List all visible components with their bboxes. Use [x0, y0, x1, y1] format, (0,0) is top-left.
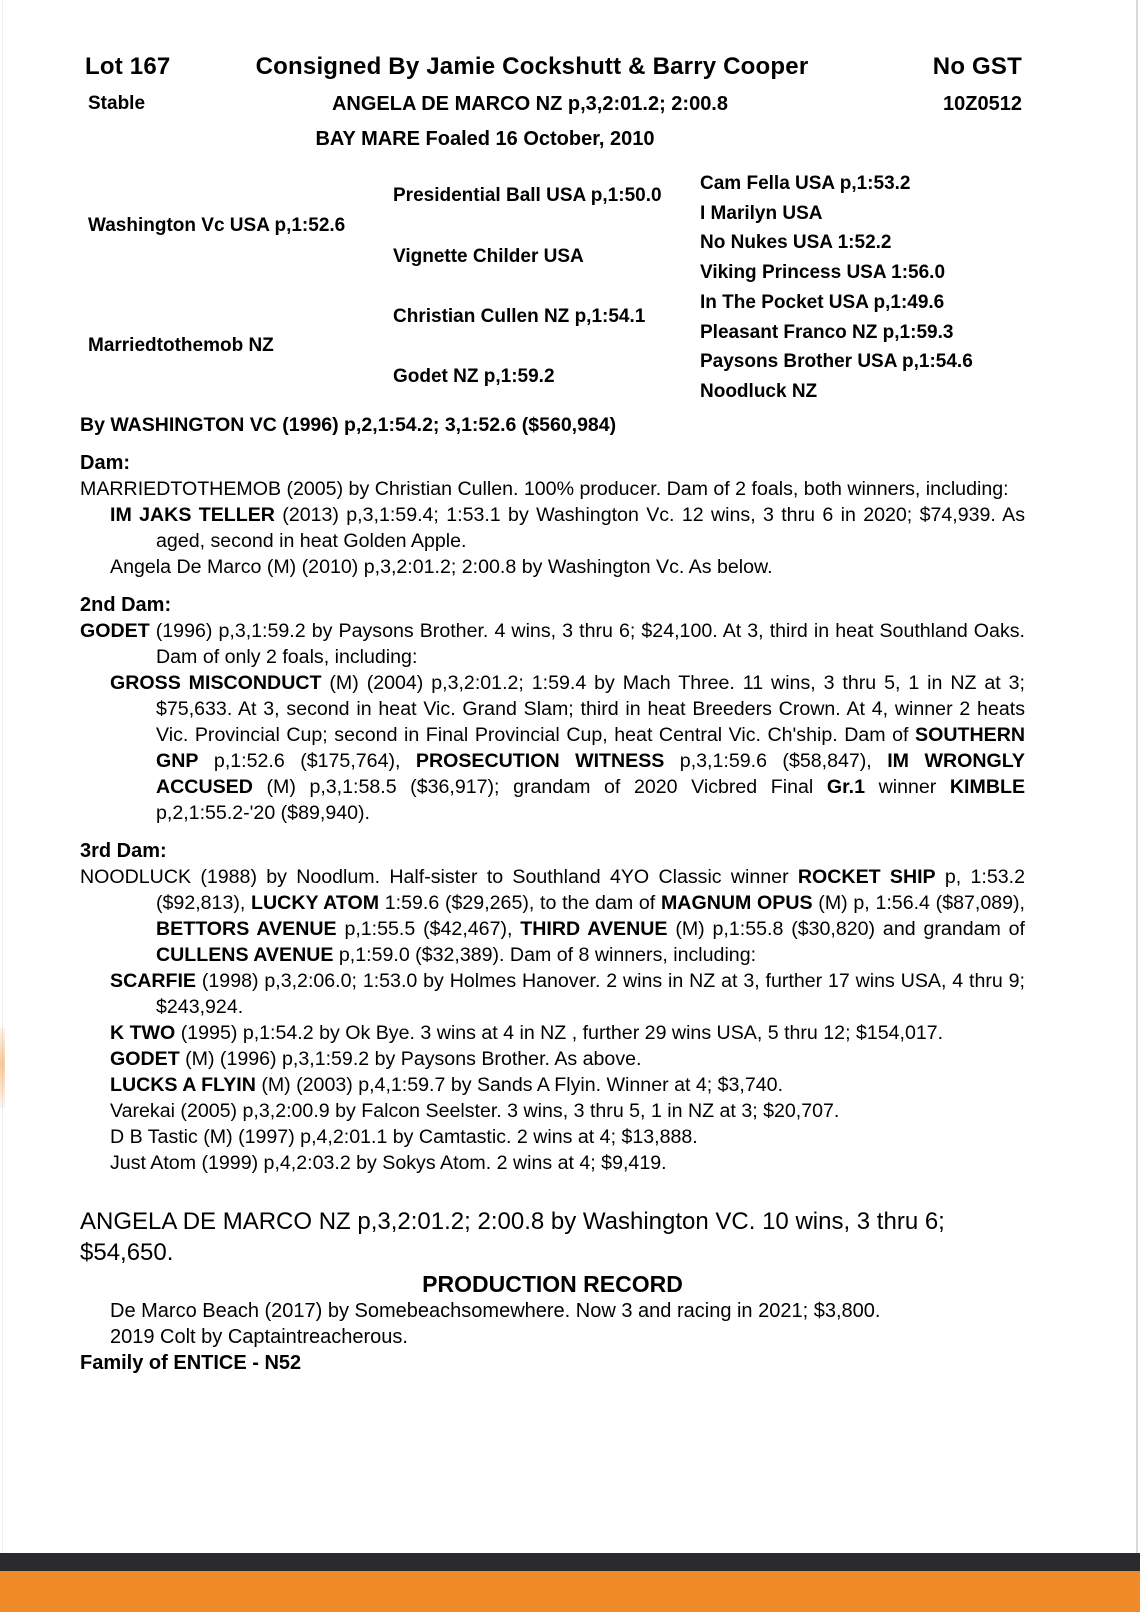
horse-name-bold: KIMBLE	[949, 776, 1026, 798]
horse-name-bold: PROSECUTION WITNESS	[415, 750, 665, 772]
pedigree-ggparent: No Nukes USA 1:52.2	[700, 232, 892, 253]
pedigree-paragraph	[80, 1098, 1025, 1124]
paragraph-text: (M) (2003) p,4,1:59.7 by Sands A Flyin. Winner at 4; $3,740.	[255, 1074, 784, 1096]
lot-number: Lot 167	[85, 53, 171, 80]
pedigree-sire: Washington Vc USA p,1:52.6	[88, 215, 346, 236]
pedigree-paragraph	[80, 670, 1025, 826]
horse-title: ANGELA DE MARCO NZ p,3,2:01.2; 2:00.8	[331, 93, 728, 115]
pedigree-paragraph	[80, 618, 1025, 670]
horse-name-bold: K TWO	[110, 1022, 176, 1044]
paragraph-text: p,2,1:55.2-'20 ($89,940).	[156, 802, 370, 824]
catalog-code: 10Z0512	[943, 93, 1022, 115]
closing-block	[80, 1206, 1025, 1377]
paragraph-text: 1:59.6 ($29,265), to the dam of	[379, 892, 661, 914]
stable-label: Stable	[88, 93, 146, 114]
horse-name-bold: IM WRONGLY ACCUSED	[156, 750, 1025, 798]
paragraph-text: winner	[865, 776, 950, 798]
pedigree-body	[80, 412, 1025, 1377]
page-left-edge	[2, 0, 3, 1553]
race-summary: ANGELA DE MARCO NZ p,3,2:01.2; 2:00.8 by Washington VC. 10 wins, 3 thru 6; $54,650.	[80, 1208, 945, 1266]
paragraph-text: (1996) p,3,1:59.2 by Paysons Brother. 4 wins, 3 thru 6; $24,100. At 3, third in heat Southland Oaks. Dam of only 2 foals, including:	[149, 620, 1025, 668]
horse-name-bold: BETTORS AVENUE	[156, 918, 337, 940]
horse-name-bold: SCARFIE	[110, 970, 197, 992]
footer-dark-band	[0, 1553, 1140, 1571]
paragraph-text: (2013) p,3,1:59.4; 1:53.1 by Washington Vc. 12 wins, 3 thru 6 in 2020; $74,939. As aged, second in heat Golden Apple.	[156, 504, 1025, 552]
paragraph-text: (M) (1996) p,3,1:59.2 by Paysons Brother. As above.	[179, 1048, 642, 1070]
pedigree-ggparent: Cam Fella USA p,1:53.2	[700, 173, 911, 194]
paragraph-text: p,3,1:59.6 ($58,847),	[664, 750, 888, 772]
production-record-heading: PRODUCTION RECORD	[422, 1271, 683, 1297]
footer-orange-band	[0, 1571, 1140, 1612]
consignor-line: Consigned By Jamie Cockshutt & Barry Cooper	[255, 53, 809, 80]
horse-name-bold: LUCKY ATOM	[251, 892, 380, 914]
pedigree-ggparent: Paysons Brother USA p,1:54.6	[700, 351, 973, 372]
horse-name-bold: GODET	[80, 620, 150, 642]
horse-name-bold: CULLENS AVENUE	[156, 944, 334, 966]
horse-name-bold: Gr.1	[826, 776, 865, 798]
paragraph-text: (1998) p,3,2:06.0; 1:53.0 by Holmes Hanover. 2 wins in NZ at 3, further 17 wins USA, 4 thru 9; $243,924.	[156, 970, 1025, 1018]
paragraph-text: Varekai (2005) p,3,2:00.9 by Falcon Seelster. 3 wins, 3 thru 5, 1 in NZ at 3; $20,707.	[110, 1100, 840, 1122]
pedigree-ggparent: In The Pocket USA p,1:49.6	[700, 292, 945, 313]
paragraph-text: (M) p,1:55.8 ($30,820) and grandam of	[667, 918, 1025, 940]
left-edge-orange-smudge	[0, 1028, 5, 1108]
family-line: Family of ENTICE - N52	[80, 1352, 302, 1374]
by-sire-line: By WASHINGTON VC (1996) p,2,1:54.2; 3,1:52.6 ($560,984)	[80, 414, 617, 436]
horse-name-bold: GROSS MISCONDUCT	[110, 672, 322, 694]
paragraph-text: (M) p,3,1:58.5 ($36,917); grandam of 2020 Vicbred Final	[252, 776, 827, 798]
paragraph-text: p,1:55.5 ($42,467),	[336, 918, 521, 940]
paragraph-text: p, 1:53.2 ($92,813),	[156, 866, 1026, 914]
horse-name-bold: THIRD AVENUE	[520, 918, 668, 940]
paragraph-text: Angela De Marco (M) (2010) p,3,2:01.2; 2:00.8 by Washington Vc. As below.	[110, 556, 773, 578]
pedigree-sire-dam: Vignette Childer USA	[393, 246, 584, 267]
pedigree-ggparent: Viking Princess USA 1:56.0	[700, 262, 946, 283]
production-line: De Marco Beach (2017) by Somebeachsomewhere. Now 3 and racing in 2021; $3,800.	[110, 1300, 881, 1322]
paragraph-text: Just Atom (1999) p,4,2:03.2 by Sokys Atom. 2 wins at 4; $9,419.	[110, 1152, 667, 1174]
paragraph-text: (M) p, 1:56.4 ($87,089),	[812, 892, 1025, 914]
paragraph-text: p,1:52.6 ($175,764),	[198, 750, 416, 772]
gst-status: No GST	[932, 53, 1022, 80]
pedigree-paragraph	[80, 1124, 1025, 1150]
foaled-line: BAY MARE Foaled 16 October, 2010	[315, 128, 655, 150]
pedigree-paragraph	[80, 1046, 1025, 1072]
pedigree-ggparent: Noodluck NZ	[700, 381, 818, 402]
pedigree-paragraph	[80, 502, 1025, 554]
horse-name-bold: GODET	[110, 1048, 180, 1070]
paragraph-text: D B Tastic (M) (1997) p,4,2:01.1 by Camtastic. 2 wins at 4; $13,888.	[110, 1126, 698, 1148]
pedigree-paragraph	[80, 864, 1025, 968]
horse-name-bold: LUCKS A FLYIN	[110, 1074, 256, 1096]
production-line: 2019 Colt by Captaintreacherous.	[110, 1326, 408, 1348]
paragraph-text: (M) (2004) p,3,2:01.2; 1:59.4 by Mach Three. 11 wins, 3 thru 5, 1 in NZ at 3; $75,633. At 3, second in heat Vic. Grand Slam; third in heat Breeders Crown. At 4, winner 2 heats Vic. Provincial Cup; second in Final Provincial Cup, heat Central Vic. Ch'ship. Dam of	[156, 672, 1025, 746]
pedigree-text-sections	[80, 450, 1025, 1176]
pedigree-dam-sire: Christian Cullen NZ p,1:54.1	[393, 306, 646, 327]
page-right-edge	[1136, 0, 1138, 1553]
pedigree-paragraph	[80, 1150, 1025, 1176]
pedigree-table	[0, 160, 1140, 405]
pedigree-paragraph	[80, 476, 1025, 502]
pedigree-dam: Marriedtothemob NZ	[88, 335, 274, 356]
pedigree-ggparent: Pleasant Franco NZ p,1:59.3	[700, 322, 954, 343]
horse-name-bold: ROCKET SHIP	[797, 866, 936, 888]
horse-name-bold: SOUTHERN GNP	[156, 724, 1025, 772]
paragraph-text: p,1:59.0 ($32,389). Dam of 8 winners, including:	[333, 944, 757, 966]
horse-name-bold: MAGNUM OPUS	[660, 892, 813, 914]
pedigree-paragraph	[80, 554, 1025, 580]
pedigree-paragraph	[80, 1020, 1025, 1046]
pedigree-dam-dam: Godet NZ p,1:59.2	[393, 366, 555, 387]
paragraph-text: NOODLUCK (1988) by Noodlum. Half-sister to Southland 4YO Classic winner	[80, 866, 798, 888]
paragraph-text: (1995) p,1:54.2 by Ok Bye. 3 wins at 4 in NZ , further 29 wins USA, 5 thru 12; $154,017.	[175, 1022, 944, 1044]
pedigree-paragraph	[80, 968, 1025, 1020]
pedigree-ggparent: I Marilyn USA	[700, 203, 823, 224]
production-lines	[80, 1298, 1025, 1350]
section-heading: 2nd Dam:	[80, 594, 172, 616]
horse-name-bold: IM JAKS TELLER	[110, 504, 275, 526]
section-heading: Dam:	[80, 452, 131, 474]
paragraph-text: MARRIEDTOTHEMOB (2005) by Christian Cullen. 100% producer. Dam of 2 foals, both winners, including:	[80, 478, 1009, 500]
section-heading: 3rd Dam:	[80, 840, 167, 862]
pedigree-sire-sire: Presidential Ball USA p,1:50.0	[393, 185, 662, 206]
pedigree-paragraph	[80, 1072, 1025, 1098]
